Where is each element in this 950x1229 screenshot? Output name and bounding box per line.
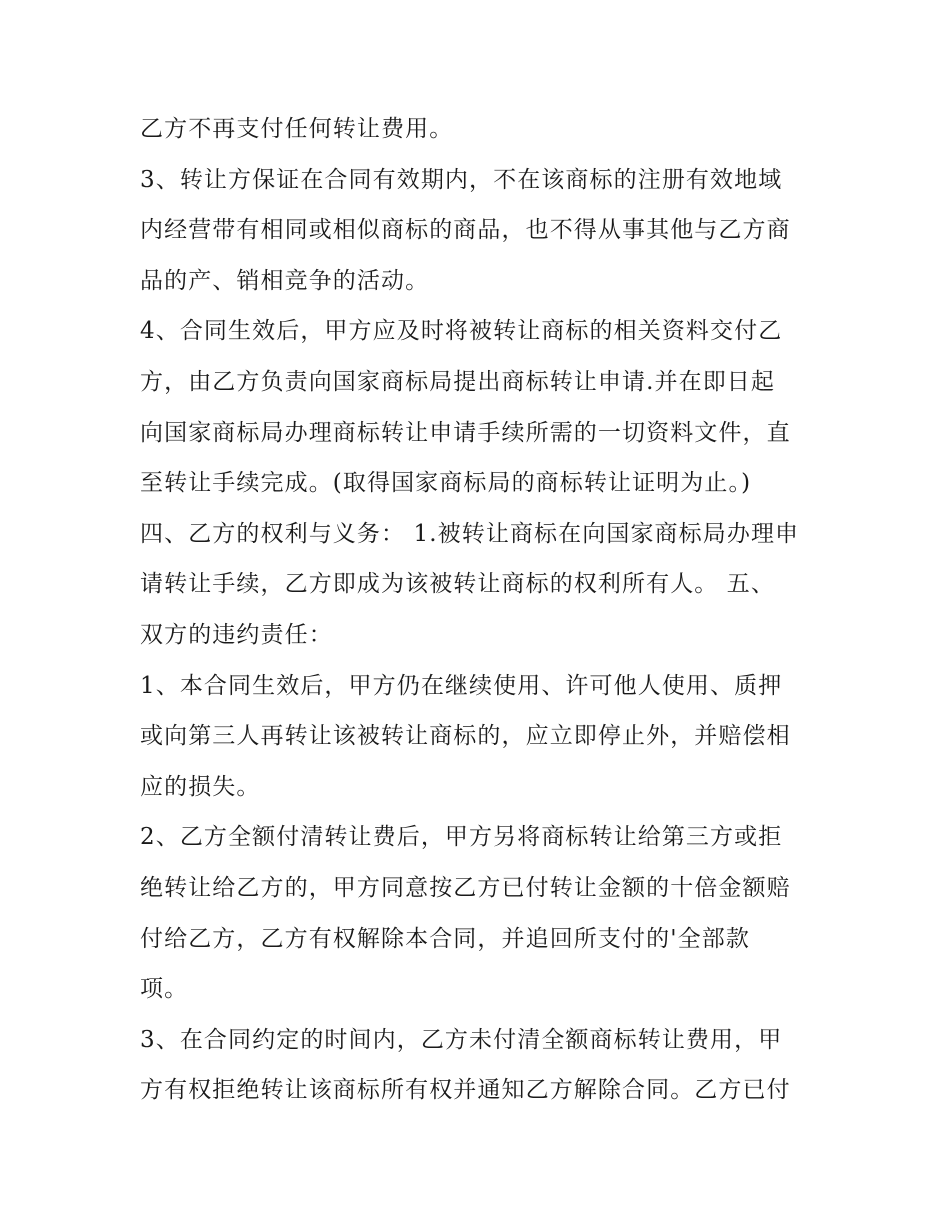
text-line: 内经营带有相同或相似商标的商品，也不得从事其他与乙方商 — [140, 217, 791, 244]
text-line: 至转让手续完成。(取得国家商标局的商标转让证明为止。) — [140, 470, 752, 497]
text-line: 或向第三人再转让该被转让商标的，应立即停止外，并赔偿相 — [140, 723, 791, 750]
text-line: 方，由乙方负责向国家商标局提出商标转让申请.并在即日起 — [140, 368, 776, 395]
text-line: 付给乙方，乙方有权解除本合同，并追回所支付的'全部款 — [140, 925, 750, 952]
text-line: 2、乙方全额付清转让费后，甲方另将商标转让给第三方或拒 — [140, 824, 783, 851]
text-line: 方有权拒绝转让该商标所有权并通知乙方解除合同。乙方已付 — [140, 1077, 791, 1104]
text-line: 1、本合同生效后，甲方仍在继续使用、许可他人使用、质押 — [140, 672, 783, 699]
text-line: 应的损失。 — [140, 773, 261, 800]
text-line: 项。 — [140, 976, 189, 1003]
text-line: 向国家商标局办理商标转让申请手续所需的一切资料文件，直 — [140, 419, 791, 446]
text-line: 4、合同生效后，甲方应及时将被转让商标的相关资料交付乙 — [140, 318, 783, 345]
text-line: 乙方不再支付任何转让费用。 — [140, 116, 454, 142]
text-line: 绝转让给乙方的，甲方同意按乙方已付转让金额的十倍金额赔 — [140, 874, 791, 901]
text-line: 3、转让方保证在合同有效期内，不在该商标的注册有效地域 — [140, 166, 783, 193]
text-line: 请转让手续，乙方即成为该被转让商标的权利所有人。 五、 — [140, 571, 776, 598]
text-line: 四、乙方的权利与义务： 1.被转让商标在向国家商标局办理申 — [140, 520, 800, 547]
contract-text-body — [140, 104, 820, 1116]
text-line: 双方的违约责任： — [140, 621, 333, 648]
text-line: 品的产、销相竞争的活动。 — [140, 267, 430, 294]
text-line: 3、在合同约定的时间内，乙方未付清全额商标转让费用，甲 — [140, 1026, 783, 1053]
